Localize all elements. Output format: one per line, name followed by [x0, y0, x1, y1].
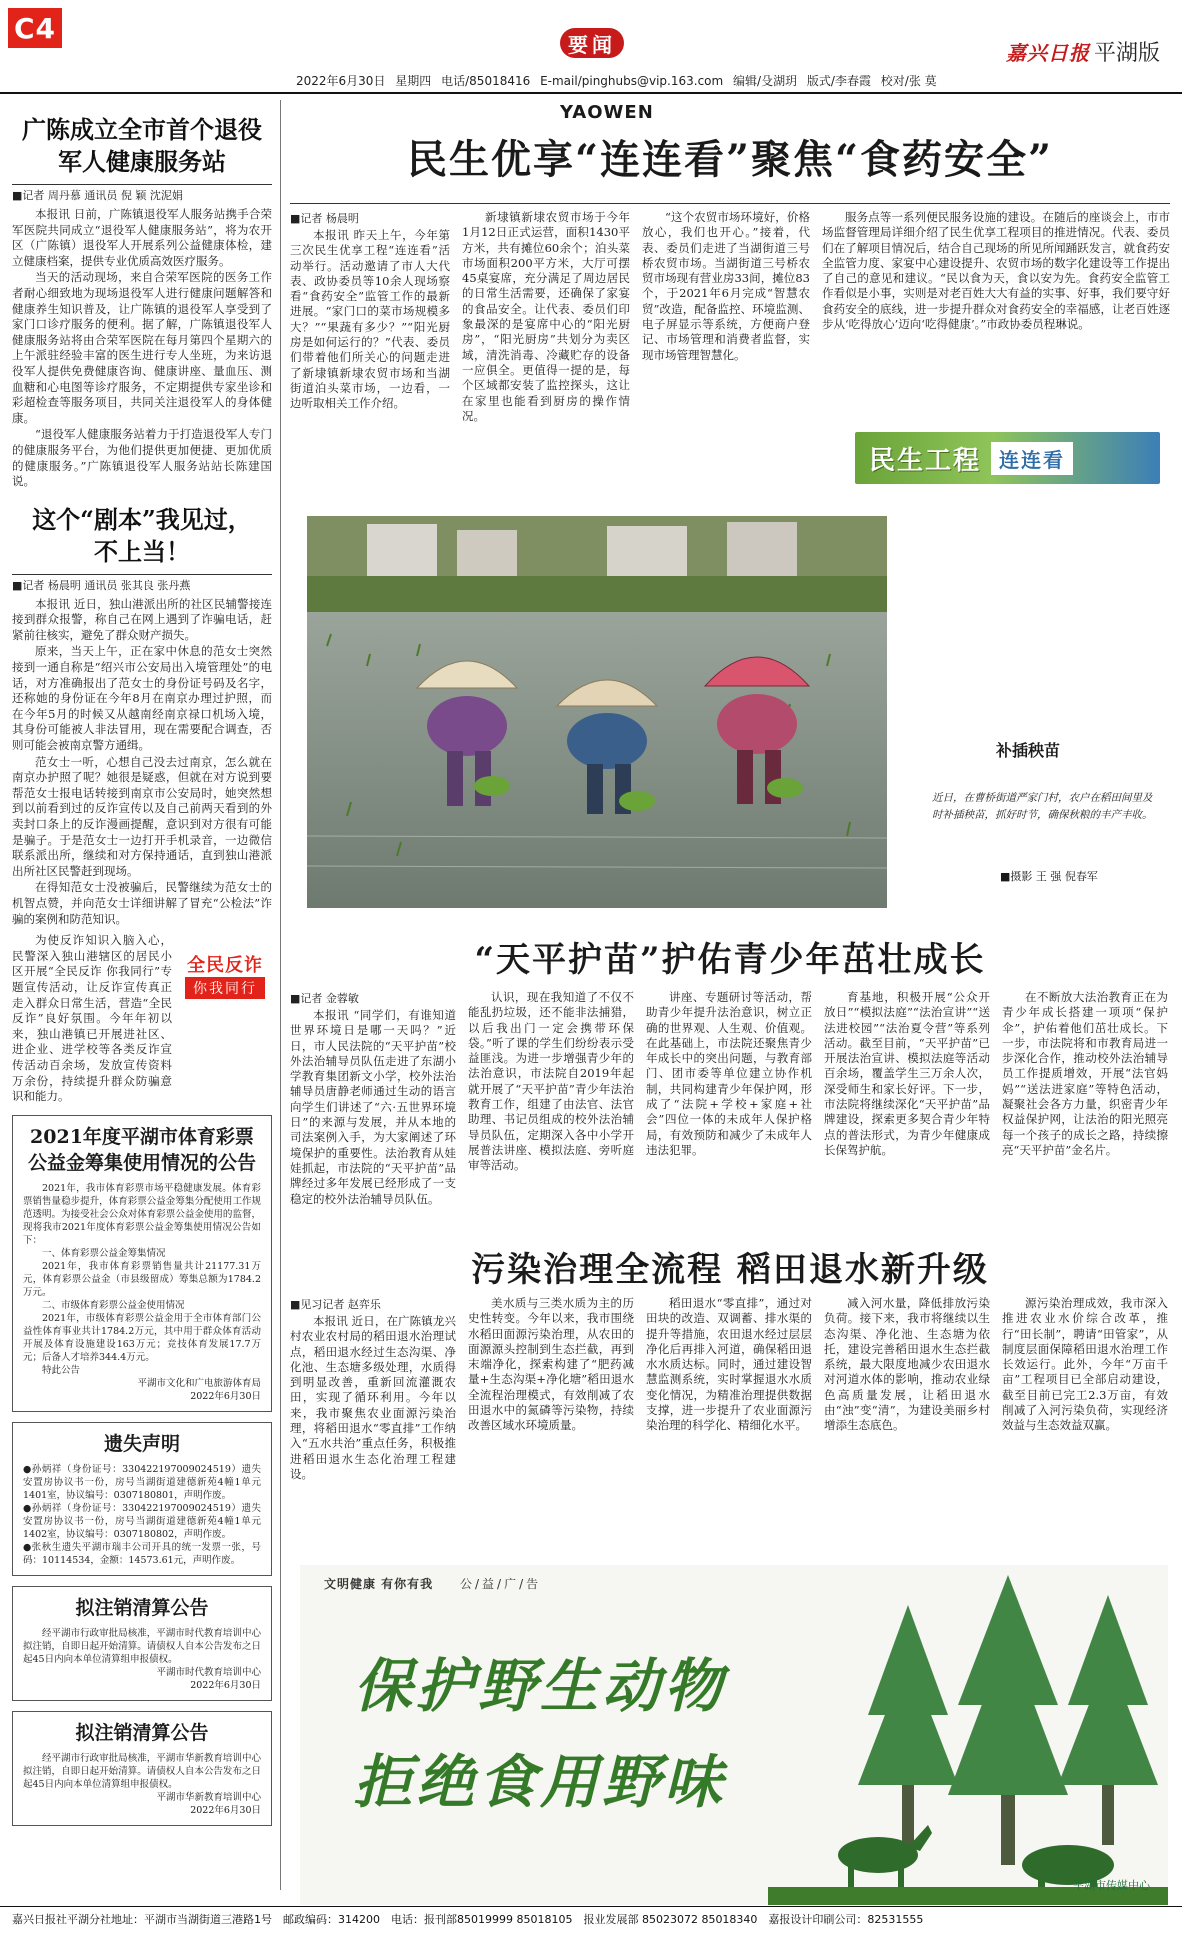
- pollution-column-3: [646, 1296, 812, 1554]
- pollution-headline: 污染治理全流程 稻田退水新升级: [471, 1250, 989, 1290]
- pollution-columns: [290, 1296, 1170, 1554]
- story-anti-fraud-byline: ■记者 杨晨明 通讯员 张其良 张丹燕: [12, 574, 272, 593]
- paragraph: 在得知范女士没被骗后，民警继续为范女士的机智点赞，并向范女士详细讲解了冒充“公检法”诈骗的案例和防范知识。: [12, 880, 272, 926]
- lottery-notice-body: [23, 1182, 261, 1377]
- lottery-notice-signature: [23, 1377, 261, 1403]
- youth-protection-headline: “天平护苗”护佑青少年茁壮成长: [474, 940, 986, 980]
- lottery-notice: [12, 1115, 272, 1412]
- liquidation-notice-2-body: 经平湖市行政审批局核准，平湖市华新教育培训中心拟注销，自即日起开始清算。请债权人自本公告发布之日起45日内向本单位清算组申报债权。: [23, 1752, 261, 1790]
- paragraph: 本报讯 近日，独山港派出所的社区民辅警接连接到群众报警，称自己在网上遇到了诈骗电话，赶紧前往核实，避免了群众财产损失。: [12, 596, 272, 642]
- story-anti-fraud: [12, 504, 272, 1105]
- lead-column-3: [642, 210, 810, 430]
- anti-fraud-logo-top: 全民反诈: [187, 955, 263, 977]
- paragraph: 二、市级体育彩票公益金使用情况: [42, 1299, 185, 1311]
- signature-date: 2022年6月30日: [190, 1390, 261, 1402]
- ad-slogan: 文明健康 有你有我: [324, 1577, 434, 1591]
- section-seal: 要闻: [560, 28, 624, 58]
- anti-fraud-logo-bottom: 你我同行: [185, 977, 265, 999]
- lead-column-1: [290, 210, 450, 430]
- paragraph: ●张秋生遗失平湖市瑞丰公司开具的统一发票一张，号码：10114534，金额：14573.61元，声明作废。: [23, 1541, 261, 1566]
- pollution-column-5: [1002, 1296, 1168, 1554]
- anti-fraud-promo: [12, 933, 272, 1105]
- paragraph: 2021年，我市体育彩票市场平稳健康发展。体育彩票销售量稳步提升，体育彩票公益金筹集分配使用工作规范透明。为接受社会公众对体育彩票公益金使用的监督，现将我市2021年度体育彩票公益金筹集使用情况公告如下：: [23, 1182, 261, 1246]
- lost-notice-body: [23, 1463, 261, 1567]
- ad-type-label: 公/益/广/告: [460, 1577, 542, 1591]
- newspaper-logo: 嘉兴日报: [1005, 41, 1090, 65]
- story-veteran-health-title: 广陈成立全市首个退役军人健康服务站: [22, 115, 262, 176]
- pollution-column-4: [824, 1296, 990, 1554]
- ad-headline-2: 拒绝食用野味: [354, 1748, 727, 1816]
- rice-field-illustration: [307, 516, 887, 908]
- top-rule: [0, 92, 1182, 94]
- newspaper-brand: [1006, 36, 1160, 67]
- paragraph: 一、体育彩票公益金筹集情况: [42, 1247, 166, 1259]
- story-anti-fraud-title: 这个“剧本”我见过，不上当！: [32, 504, 252, 566]
- pollution-column-2: [468, 1296, 634, 1554]
- paragraph: 减入河水量，降低排放污染负荷。接下来，我市将继续以生态沟渠、净化池、生态塘为依托，建设完善稻田退水生态拦截系统，最大限度地减少农田退水对河道水体的影响，推动农业绿色高质量发展，让稻田退水由“浊”变“清”，为建设美丽乡村增添生态底色。: [824, 1296, 990, 1433]
- pollution-column-1: [290, 1296, 456, 1554]
- pollution-byline: ■见习记者 赵弈乐: [290, 1298, 381, 1311]
- dateline: [296, 72, 943, 89]
- photo-credit: ■摄影 王 强 倪春军: [1000, 870, 1098, 883]
- youth-column-1: [290, 990, 456, 1228]
- lead-column-2: [462, 210, 630, 430]
- photo-caption: 近日，在曹桥街道严家门村，农户在稻田间里及时补插秧苗，抓好时节，确保秋粮的丰产丰收。: [932, 792, 1153, 821]
- anti-fraud-logo: [178, 947, 272, 1003]
- page-number: C4: [8, 8, 62, 48]
- forest-animals-illustration: [768, 1565, 1168, 1905]
- signature-org: 平湖市文化和广电旅游体育局: [137, 1377, 261, 1389]
- dateline-date: 2022年6月30日: [296, 74, 386, 88]
- signature-date: 2022年6月30日: [190, 1804, 261, 1816]
- youth-protection-columns: [290, 990, 1170, 1228]
- paragraph: 特此公告: [42, 1364, 81, 1376]
- paragraph: 2021年，我市体育彩票销售量共计21177.31万元，体育彩票公益金（市县级留成）筹集总额为1784.2万元。: [23, 1260, 261, 1298]
- paragraph: 稻田退水“零直排”，通过对田块的改造、双调蓄、排水渠的提升等措施，农田退水经过层层净化后再排入河道，确保稻田退水水质达标。同时，通过建设智慧监测系统，实时掌握退水水质变化情况，为精准治理提供数据支撑，进一步提升了农业面源污染治理的科学化、精细化水平。: [646, 1296, 812, 1433]
- lost-notice-title: 遗失声明: [103, 1432, 180, 1455]
- masthead: [0, 0, 1182, 96]
- banner-sub-text: 连连看: [991, 442, 1073, 475]
- dateline-layout: 版式/李春霞: [806, 74, 871, 88]
- footer-rule: [0, 1906, 1182, 1907]
- footer-address: 嘉兴日报社平湖分社地址：平湖市当湖街道三港路1号 邮政编码：314200 电话：报刊部85019999 85018105 报业发展部 85023072 85018340 嘉报设计印刷公司：82531555: [12, 1913, 924, 1926]
- paragraph: 讲座、专题研讨等活动，帮助青少年提升法治意识，树立正确的世界观、人生观、价值观。在此基础上，市法院还聚焦青少年成长中的突出问题，与教育部门、团市委等单位建立协作机制，共同构建青少年保护网，形成了“法院+学校+家庭+社会”四位一体的未成年人保护格局，有效预防和减少了未成年人违法犯罪。: [646, 990, 812, 1157]
- paragraph: 本报讯 日前，广陈镇退役军人服务站携手合荣军医院共同成立“退役军人健康服务站”，将为农开区（广陈镇）退役军人开展系列公益健康体检，建立健康档案，提供专业优质高效医疗服务。: [12, 207, 272, 268]
- paragraph: 育基地，积极开展“公众开放日”“模拟法庭”“法治宣讲”“送法进校园”“法治夏令营”等系列活动。截至目前，“天平护苗”已开展法治宣讲、模拟法庭等活动百余场，覆盖学生三万余人次，深受师生和家长好评。下一步，市法院将继续深化“天平护苗”品牌建设，探索更多契合青少年特点的普法形式，为青少年健康成长保驾护航。: [824, 990, 990, 1157]
- story-veteran-health: [12, 114, 272, 490]
- paragraph: 美水质与三类水质为主的历史性转变。今年以来，我市围绕水稻田面源污染治理，从农田的面源源头控制到生态拦截，再到末端净化，探索构建了“肥药减量+生态沟渠+净化塘”稻田退水全流程治理模式，有效削减了农田退水中的氮磷等污染物，持续改善区域水环境质量。: [468, 1296, 634, 1433]
- youth-column-5: [1002, 990, 1168, 1228]
- lottery-notice-title: 2021年度平湖市体育彩票公益金筹集使用情况的公告: [27, 1125, 256, 1174]
- liquidation-notice-2-signature: [23, 1791, 261, 1817]
- youth-column-3: [646, 990, 812, 1228]
- paragraph: 2021年，市级体育彩票公益金用于全市体育部门公益性体育事业共计1784.2万元，其中用于群众体育活动开展及体育设施建设163万元；竞技体育发展17.7万元；后备人才培养344.4万元。: [23, 1312, 261, 1363]
- paragraph: 在不断放大法治教育正在为青少年成长搭建一项项“保护伞”，护佑着他们茁壮成长。下一步，市法院将和市教育局进一步深化合作，推动校外法治辅导员工作提质增效，开展“法官妈妈”“送法进家庭”等特色活动，凝聚社会各方力量，织密青少年权益保护网，让法治的阳光照亮每一个孩子的成长之路，持续擦亮“天平护苗”金名片。: [1002, 990, 1168, 1157]
- lost-notice: [12, 1422, 272, 1576]
- liquidation-notice-1: [12, 1586, 272, 1701]
- story-anti-fraud-body: [12, 597, 272, 927]
- wildlife-public-ad: [300, 1565, 1168, 1905]
- banner-main-text: 民生工程: [869, 445, 982, 476]
- signature-org: 平湖市时代教育培训中心: [156, 1666, 261, 1678]
- story-veteran-health-byline: ■记者 周丹慕 通讯员 倪 颖 沈泥娟: [12, 184, 272, 203]
- paragraph: “这个农贸市场环境好，价格放心，我们也开心。”接着，代表、委员们走进了当湖街道三号桥农贸市场。当湖街道三号桥农贸市场现有营业房33间，摊位83个，于2021年6月完成“智慧农贸”改造，配备监控、环境监测、电子屏显示等系统，方便商户登记、市场管理和消费者监督，实现市场管理智慧化。: [642, 210, 810, 362]
- story-veteran-health-body: [12, 207, 272, 490]
- ad-organization: 平湖市传媒中心: [1073, 1879, 1150, 1892]
- dateline-editor: 编辑/殳湖玥: [733, 74, 798, 88]
- paragraph: 服务点等一系列便民服务设施的建设。在随后的座谈会上，市市场监督管理局详细介绍了民生优享工程项目的推进情况。代表、委员们在了解项目情况后，结合自己现场的所见所闻踊跃发言，就食药安全监管力度、家宴中心建设提升、农贸市场的数字化建设等工作提出了自己的意见和建议。“民以食为天，食以安为先。食药安全监管工作看似是小事，实则是对老百姓大大有益的实事、好事，我们要守好食药安全的底线，进一步提升群众对食药安全的幸福感，让老百姓逐步从‘吃得放心’迈向‘吃得健康’。”市政协委员程琳说。: [822, 210, 1170, 332]
- column-divider: [280, 100, 281, 1890]
- left-column: [12, 96, 272, 1896]
- dateline-email: E-mail/pinghubs@vip.163.com: [540, 74, 724, 88]
- ad-headline-1: 保护野生动物: [354, 1652, 727, 1720]
- paragraph: 认识，现在我知道了不仅不能乱扔垃圾，还不能非法捕猎，以后我出门一定会携带环保袋。”听了课的学生们纷纷表示受益匪浅。为进一步增强青少年的法治意识，市法院自2019年起就开展了“天平护苗”青少年法治教育工作，组建了由法官、法官助理、书记员组成的校外法治辅导员队伍，定期深入各中小学开展普法讲座、模拟法庭、旁听庭审等活动。: [468, 990, 634, 1173]
- paragraph: 本报讯 “同学们，有谁知道世界环境日是哪一天吗？”近日，市人民法院的“天平护苗”校外法治辅导员队伍走进了东湖小学教育集团新文小学，校外法治辅导员唐静老师通过生动的语言向学生们讲述了“六·五世界环境日”的来源与发展，并从本地的司法案例入手，为大家阐述了环境保护的重要性。法治教育从娃娃抓起，市法院的“天平护苗”品牌经过多年发展已经形成了一支稳定的校外法治辅导员队伍。: [290, 1008, 456, 1206]
- headline-rule: [290, 203, 1170, 204]
- signature-org: 平湖市华新教育培训中心: [156, 1791, 261, 1803]
- liquidation-notice-1-signature: [23, 1666, 261, 1692]
- liquidation-notice-1-title: 拟注销清算公告: [75, 1596, 209, 1619]
- liquidation-notice-2: [12, 1711, 272, 1826]
- youth-byline: ■记者 金蓉敏: [290, 992, 359, 1005]
- liquidation-notice-1-body: 经平湖市行政审批局核准，平湖市时代教育培训中心拟注销，自即日起开始清算。请债权人自本公告发布之日起45日内向本单位清算组申报债权。: [23, 1627, 261, 1665]
- paragraph: 原来，当天上午，正在家中休息的范女士突然接到一通自称是“绍兴市公安局出入境管理处”的电话，对方准确报出了范女士的身份证号码及名字，还称她的身份证在今年8月在南京办理过护照，而在今年5月的时候又从越南经南京禄口机场入境，其身份可能被人非法冒用，现在需要配合调查，否则可能会被南京警方通缉。: [12, 644, 272, 753]
- paragraph: ●孙炳祥（身份证号：330422197009024519）遗失安置房协议书一份，房号当湖街道建德新苑4幢1单元1402室，协议编号：0307180802，声明作废。: [23, 1502, 261, 1540]
- paragraph: 本报讯 近日，在广陈镇龙兴村农业农村局的稻田退水治理试点，稻田退水经过生态沟渠、净化池、生态塘多级处理，水质得到明显改善，重新回流灌溉农田，实现了循环利用。今年以来，我市聚焦农业面源污染治理，将稻田退水“零直排”工作纳入“五水共治”重点任务，积极推进稻田退水生态化治理工程建设。: [290, 1314, 456, 1481]
- paragraph: 源污染治理成效，我市深入推进农业水价综合改革，推行“田长制”，聘请“田管家”，从制度层面保障稻田退水治理工作长效运行。此外，今年“万亩千亩”工程项目已全部启动建设，截至目前已完工2.3万亩，有效削减了入河污染负荷，实现经济效益与生态效益双赢。: [1002, 1296, 1168, 1433]
- dateline-proof: 校对/张 莫: [880, 74, 937, 88]
- paragraph: “退役军人健康服务站着力于打造退役军人专门的健康服务平台，为他们提供更加便捷、更加优质的健康服务。”广陈镇退役军人服务站站长陈建国说。: [12, 427, 272, 489]
- liquidation-notice-2-title: 拟注销清算公告: [75, 1721, 209, 1744]
- dateline-weekday: 星期四: [395, 74, 432, 88]
- livelihood-banner: [855, 432, 1160, 484]
- paragraph: 当天的活动现场，来自合荣军医院的医务工作者耐心细致地为现场退役军人进行健康问题解答和健康养生知识普及，让广陈镇的退役军人享受到了家门口诊疗服务的便利。据了解，广陈镇退役军人健康服务站将由合荣军医院在每月第四个星期六的上午派驻经验丰富的医生进行专人坐班，为来访退役军人提供免费健康咨询、健康讲座、量血压、测血糖和心电图等诊疗服务，不定期提供专家坐诊和彩超检查等服务项目，共同关注退役军人的身体健康。: [12, 270, 272, 425]
- photo-title: 补插秧苗: [996, 741, 1061, 760]
- lead-byline: ■记者 杨晨明: [290, 212, 359, 225]
- paragraph: 为使反诈知识入脑入心，民警深入独山港辖区的居民小区开展“全民反诈 你我同行”专题宣传活动，让反诈宣传真正走入群众日常生活，营造“全民反诈”良好氛围。今年年初以来，独山港镇已开展进社区、进企业、进学校等各类反诈宣传活动百余场，发放宣传资料万余份，持续提升群众防骗意识和能力。: [12, 933, 172, 1104]
- paragraph: 范女士一听，心想自己没去过南京，怎么就在南京办护照了呢？她很是疑惑，但就在对方说到要帮范女士报电话转接到南京市公安局时，她突然想到以前看到过的反诈宣传以及自己前两天看到的外卖封口条上的反诈漫画提醒，意识到对方很有可能是骗子。于是范女士一边打开手机录音，一边微信联系派出所，继续和对方保持通话，直到独山港派出所社区民警赶到现场。: [12, 754, 272, 878]
- section-label-en: YAOWEN: [560, 102, 654, 123]
- youth-column-2: [468, 990, 634, 1228]
- paragraph: 新埭镇新埭农贸市场于今年1月12日正式运营，面积1430平方米，共有摊位60余个；泊头菜市场面积200平方米，大厅可摆45桌宴席，充分满足了周边居民的日常生活需要，还确保了家宴的食品安全。让代表、委员们印象最深的是宴席中心的“阳光厨房”，“阳光厨房”共划分为卖区域，清洗消毒、冷藏贮存的设备一应俱全。更值得一提的是，每个区域都安装了监控探头，这让在家里也能看到厨房的操作情况。: [462, 210, 630, 423]
- edition-name: 平湖版: [1093, 41, 1160, 66]
- paragraph: 本报讯 昨天上午，今年第三次民生优享工程“连连看”活动举行。活动邀请了市人大代表、政协委员等10余人现场察看“食药安全”监管工作的最新进展。“家门口的菜市场规模多大？”“果蔬有多少？”“阳光厨房是如何运行的？”代表、委员们带着他们所关心的问题走进了新埭镇新埭农贸市场和当湖街道泊头菜市场，一边看，一边听取相关工作介绍。: [290, 228, 450, 411]
- rice-planting-photo: [307, 516, 887, 908]
- lead-headline: 民生优享“连连看”聚焦“食药安全”: [406, 136, 1054, 183]
- signature-date: 2022年6月30日: [190, 1679, 261, 1691]
- youth-column-4: [824, 990, 990, 1228]
- paragraph: ●孙炳祥（身份证号：330422197009024519）遗失安置房协议书一份，房号当湖街道建德新苑4幢1单元1401室，协议编号：0307180801，声明作废。: [23, 1463, 261, 1501]
- dateline-phone: 电话/85018416: [441, 74, 531, 88]
- lead-column-4: [822, 210, 1170, 430]
- lead-story-columns: [290, 210, 1170, 430]
